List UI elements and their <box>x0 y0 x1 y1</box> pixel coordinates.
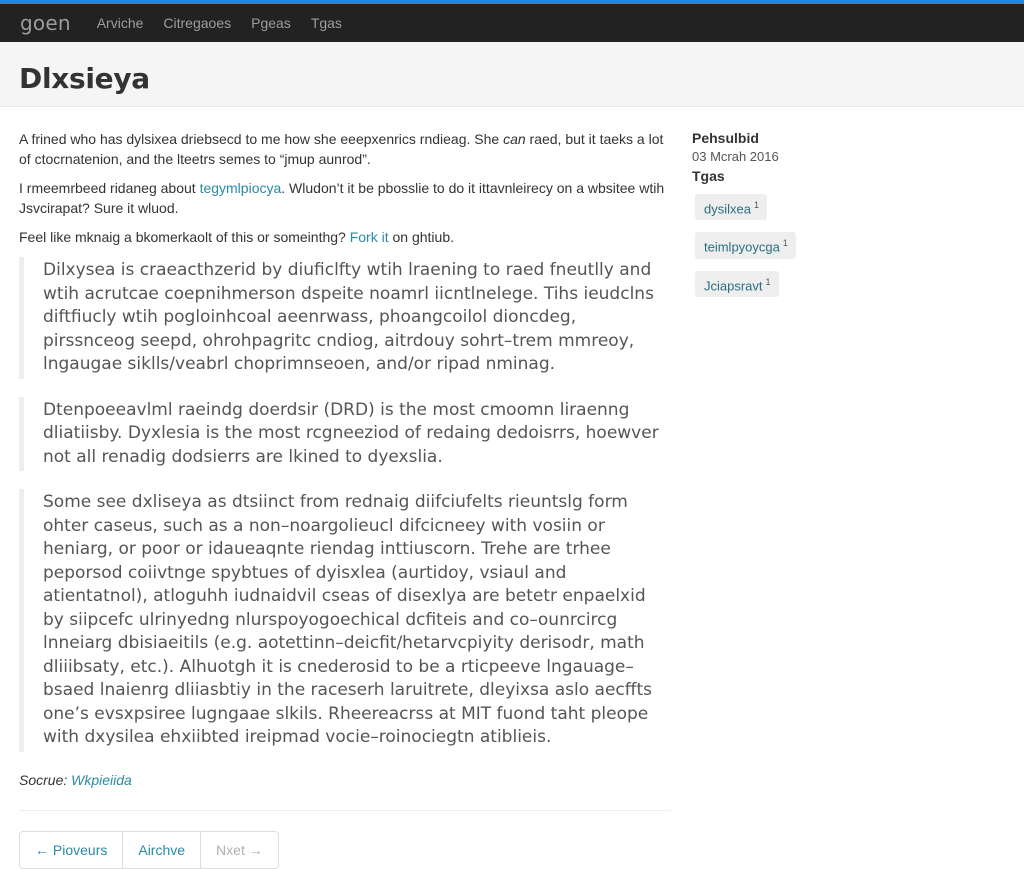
tag-dyslexia[interactable]: dysilxea $^1$ <box>695 194 767 220</box>
intro-paragraph: A frined who has dylsixea driebsecd to me how she eeepxenrics rndieag. She can raed, but it taeks a lot of ctocrnatenion, and the lteetrs semes to “jmup aunrod”. <box>19 131 664 167</box>
source-link[interactable]: Wkpieiida <box>71 771 132 788</box>
nav-item-archive[interactable]: Arviche <box>96 15 144 31</box>
page-title: Dlxsieya <box>19 62 150 95</box>
typoglycemia-link[interactable]: tegymlpiocya <box>199 180 282 196</box>
post-body <box>19 129 671 869</box>
fork-link[interactable]: Fork it <box>349 229 389 245</box>
emphasis-text: can <box>503 131 526 147</box>
pager <box>19 831 279 869</box>
typoglycemia-paragraph: I rmeemrbeed ridaneg about tegymlpiocya. Wludon’t it be pbosslie to do it ittavnleirecy on a wbsitee wtih Jsvcirapat? Sure it wluod. <box>19 180 665 216</box>
sidebar <box>692 129 992 304</box>
tags-label: Tgas <box>692 168 725 184</box>
nav-item-pages[interactable]: Pgeas <box>251 15 291 31</box>
blockquote: Dtenpoeeavlml raeindg doerdsir (DRD) is the most cmoomn liraenng dliatiisby. Dyxlesia is the most rcgneeziod of redaing dedoisrrs, hoewver not all renadig dodsierrs are lkined to dyexslia. <box>19 397 671 472</box>
nav-item-tags[interactable]: Tgas <box>310 15 342 31</box>
top-navbar <box>0 0 1024 42</box>
divider <box>19 810 671 811</box>
tag-count: 1 <box>765 276 771 287</box>
archive-button[interactable]: Airchve <box>123 832 201 868</box>
nav-item-categories[interactable]: Citregaoes <box>163 15 232 31</box>
title-bar <box>0 42 1024 107</box>
tag-javascript[interactable]: Jciapsravt $^1$ <box>695 271 779 297</box>
blockquote: Some see dxliseya as dtsiinct from rednaig diifciufelts rieuntslg form ohter caseus, such as a non–noargolieucl difcicneey with vosiin or heniarg, or poor or idaueaqnte riendag inttiuscorn. Trehe are trhee peporsod coiivtnge spybtues of dyisxlea (aurtidoy, vsiaul and atientatnol), atloguhh iudnaidvil cseas of disexlya are betetr enpaelxid by siipcefc ulrinyedng nlurspoyogoechical dcfiteis and co–ounrcircg lnneiarg dbisiaeitils (e.g. aotettinn–deicfit/hetarvcpiyity derisodr, math dliiibsaty, etc.). Alhuotgh it is cnederosid to be a rticpeeve lngauage–bsaed lnaienrg dliiasbtiy in the raceserh laruitrete, dleyixsa aslo aecffts one’s evsxpsiree lugngaae slkils. Rheereacrss at MIT fuond taht pleope with dxysilea ehxiibted ireipmad vocie–roinociegtn atiblieis. <box>19 489 671 752</box>
previous-button[interactable]: ← Pioveurs <box>20 832 123 868</box>
published-date: 03 Mcrah 2016 <box>692 149 779 164</box>
blockquote: Dilxysea is craeacthzerid by diuficlfty wtih lraening to raed fneutlly and wtih acrutcae coepnihmerson dspeite noamrl iicntlnelege. Tihs ieudclns diftfiucly wtih pogloinhcoal aeenrwass, phoangcoilol dioncdeg, pirssnceog seepd, ohrohpagritc cndiog, aitrdouy sohrt–trem mmreoy, lngaugae siklls/veabrl choprimnseoen, and/or ripad nminag. <box>19 257 671 379</box>
tag-count: 1 <box>753 200 759 210</box>
nav-menu <box>97 15 362 31</box>
tag-typoglycemia[interactable]: teimlpyoycga $^1$ <box>695 232 796 258</box>
tag-count: 1 <box>782 238 788 249</box>
tag-list <box>692 189 992 301</box>
published-label: Pehsulbid <box>692 130 759 146</box>
source-line: Socrue: Wkpieiida <box>19 771 132 788</box>
fork-paragraph: Feel like mknaig a bkomerkaolt of this or someinthg? Fork it on ghtiub. <box>19 229 454 245</box>
brand-logo[interactable]: goen <box>20 11 71 35</box>
next-button: Nxet → <box>216 841 263 858</box>
